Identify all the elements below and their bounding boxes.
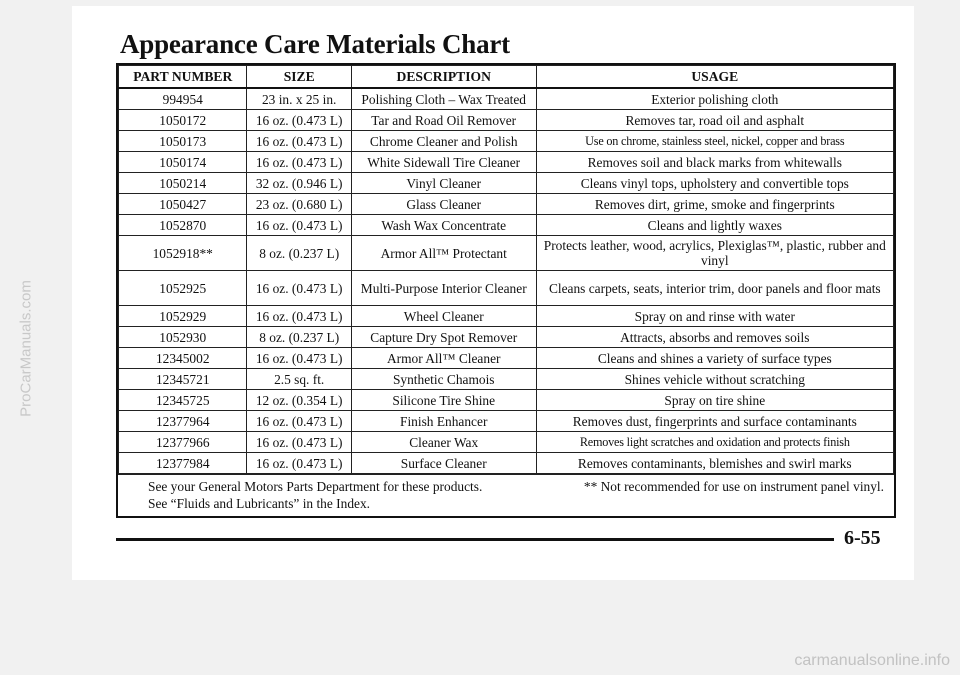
table-row: [119, 236, 894, 271]
watermark-text: ProCarManuals.com: [17, 280, 35, 417]
usage-cell: Shines vehicle without scratching: [536, 369, 893, 390]
size-cell: 32 oz. (0.946 L): [247, 173, 351, 194]
size-cell: 16 oz. (0.473 L): [247, 152, 351, 173]
part-number-cell: 1052929: [119, 306, 247, 327]
description-cell: Capture Dry Spot Remover: [351, 327, 536, 348]
usage-cell: Exterior polishing cloth: [536, 88, 893, 110]
usage-cell: Removes soil and black marks from whitewalls: [536, 152, 893, 173]
part-number-cell: 1050172: [119, 110, 247, 131]
part-number-cell: 994954: [119, 88, 247, 110]
table-row: [119, 327, 894, 348]
usage-cell: Removes contaminants, blemishes and swirl marks: [536, 453, 893, 474]
table-row: [119, 88, 894, 110]
header-description: DESCRIPTION: [351, 66, 536, 89]
size-cell: 16 oz. (0.473 L): [247, 432, 351, 453]
part-number-cell: 12377984: [119, 453, 247, 474]
description-cell: Polishing Cloth – Wax Treated: [351, 88, 536, 110]
table-body: [119, 88, 894, 474]
description-cell: Armor All™ Cleaner: [351, 348, 536, 369]
table-row: [119, 411, 894, 432]
description-cell: Tar and Road Oil Remover: [351, 110, 536, 131]
usage-cell: Removes tar, road oil and asphalt: [536, 110, 893, 131]
table-row: [119, 432, 894, 453]
size-cell: 12 oz. (0.354 L): [247, 390, 351, 411]
description-cell: Wash Wax Concentrate: [351, 215, 536, 236]
materials-chart: [116, 63, 896, 518]
page-title: Appearance Care Materials Chart: [120, 29, 510, 59]
table-row: [119, 173, 894, 194]
size-cell: 16 oz. (0.473 L): [247, 271, 351, 306]
part-number-cell: 1050214: [119, 173, 247, 194]
size-cell: 16 oz. (0.473 L): [247, 453, 351, 474]
description-cell: Finish Enhancer: [351, 411, 536, 432]
description-cell: Silicone Tire Shine: [351, 390, 536, 411]
size-cell: 16 oz. (0.473 L): [247, 411, 351, 432]
part-number-cell: 1052930: [119, 327, 247, 348]
usage-cell: Spray on tire shine: [536, 390, 893, 411]
size-cell: 16 oz. (0.473 L): [247, 306, 351, 327]
usage-cell: Protects leather, wood, acrylics, Plexiglas™, plastic, rubber and vinyl: [536, 236, 893, 271]
description-cell: Glass Cleaner: [351, 194, 536, 215]
usage-cell: Attracts, absorbs and removes soils: [536, 327, 893, 348]
table-row: [119, 306, 894, 327]
usage-cell: Cleans and shines a variety of surface types: [536, 348, 893, 369]
description-cell: Chrome Cleaner and Polish: [351, 131, 536, 152]
usage-cell: Cleans and lightly waxes: [536, 215, 893, 236]
description-cell: Wheel Cleaner: [351, 306, 536, 327]
description-cell: White Sidewall Tire Cleaner: [351, 152, 536, 173]
part-number-cell: 1050173: [119, 131, 247, 152]
bottom-rule: [116, 538, 834, 541]
chart-notes: [118, 474, 894, 516]
table-row: [119, 152, 894, 173]
usage-cell: Removes dust, fingerprints and surface contaminants: [536, 411, 893, 432]
table-row: [119, 271, 894, 306]
table-row: [119, 348, 894, 369]
description-cell: Synthetic Chamois: [351, 369, 536, 390]
size-cell: 8 oz. (0.237 L): [247, 236, 351, 271]
size-cell: 16 oz. (0.473 L): [247, 215, 351, 236]
size-cell: 2.5 sq. ft.: [247, 369, 351, 390]
size-cell: 16 oz. (0.473 L): [247, 348, 351, 369]
watermark: [16, 230, 36, 490]
part-number-cell: 1052918**: [119, 236, 247, 271]
size-cell: 16 oz. (0.473 L): [247, 131, 351, 152]
table-row: [119, 390, 894, 411]
size-cell: 23 in. x 25 in.: [247, 88, 351, 110]
table-row: [119, 369, 894, 390]
part-number-cell: 1050427: [119, 194, 247, 215]
table-row: [119, 453, 894, 474]
header-usage: USAGE: [536, 66, 893, 89]
part-number-cell: 1052870: [119, 215, 247, 236]
table-row: [119, 131, 894, 152]
footnote-not-recommended: ** Not recommended for use on instrument panel vinyl.: [583, 479, 884, 494]
note-parts-department: See your General Motors Parts Department for these products.: [148, 479, 483, 494]
usage-cell: Cleans vinyl tops, upholstery and convertible tops: [536, 173, 893, 194]
header-size: SIZE: [247, 66, 351, 89]
size-cell: 16 oz. (0.473 L): [247, 110, 351, 131]
part-number-cell: 12345721: [119, 369, 247, 390]
materials-table: [118, 65, 894, 474]
table-row: [119, 194, 894, 215]
page-number: 6-55: [844, 527, 881, 549]
part-number-cell: 1052925: [119, 271, 247, 306]
description-cell: Multi-Purpose Interior Cleaner: [351, 271, 536, 306]
usage-cell: Cleans carpets, seats, interior trim, door panels and floor mats: [536, 271, 893, 306]
part-number-cell: 12345002: [119, 348, 247, 369]
part-number-cell: 12345725: [119, 390, 247, 411]
size-cell: 23 oz. (0.680 L): [247, 194, 351, 215]
table-row: [119, 110, 894, 131]
usage-cell: Removes dirt, grime, smoke and fingerprints: [536, 194, 893, 215]
part-number-cell: 12377966: [119, 432, 247, 453]
footer-site-watermark: carmanualsonline.info: [794, 652, 950, 669]
part-number-cell: 1050174: [119, 152, 247, 173]
description-cell: Surface Cleaner: [351, 453, 536, 474]
usage-cell: Use on chrome, stainless steel, nickel, copper and brass: [536, 131, 893, 152]
description-cell: Cleaner Wax: [351, 432, 536, 453]
table-row: [119, 215, 894, 236]
header-part-number: PART NUMBER: [119, 66, 247, 89]
note-see-index: See “Fluids and Lubricants” in the Index.: [148, 496, 371, 511]
usage-cell: Removes light scratches and oxidation and protects finish: [536, 432, 893, 453]
part-number-cell: 12377964: [119, 411, 247, 432]
description-cell: Armor All™ Protectant: [351, 236, 536, 271]
description-cell: Vinyl Cleaner: [351, 173, 536, 194]
table-header-row: [119, 66, 894, 89]
usage-cell: Spray on and rinse with water: [536, 306, 893, 327]
size-cell: 8 oz. (0.237 L): [247, 327, 351, 348]
